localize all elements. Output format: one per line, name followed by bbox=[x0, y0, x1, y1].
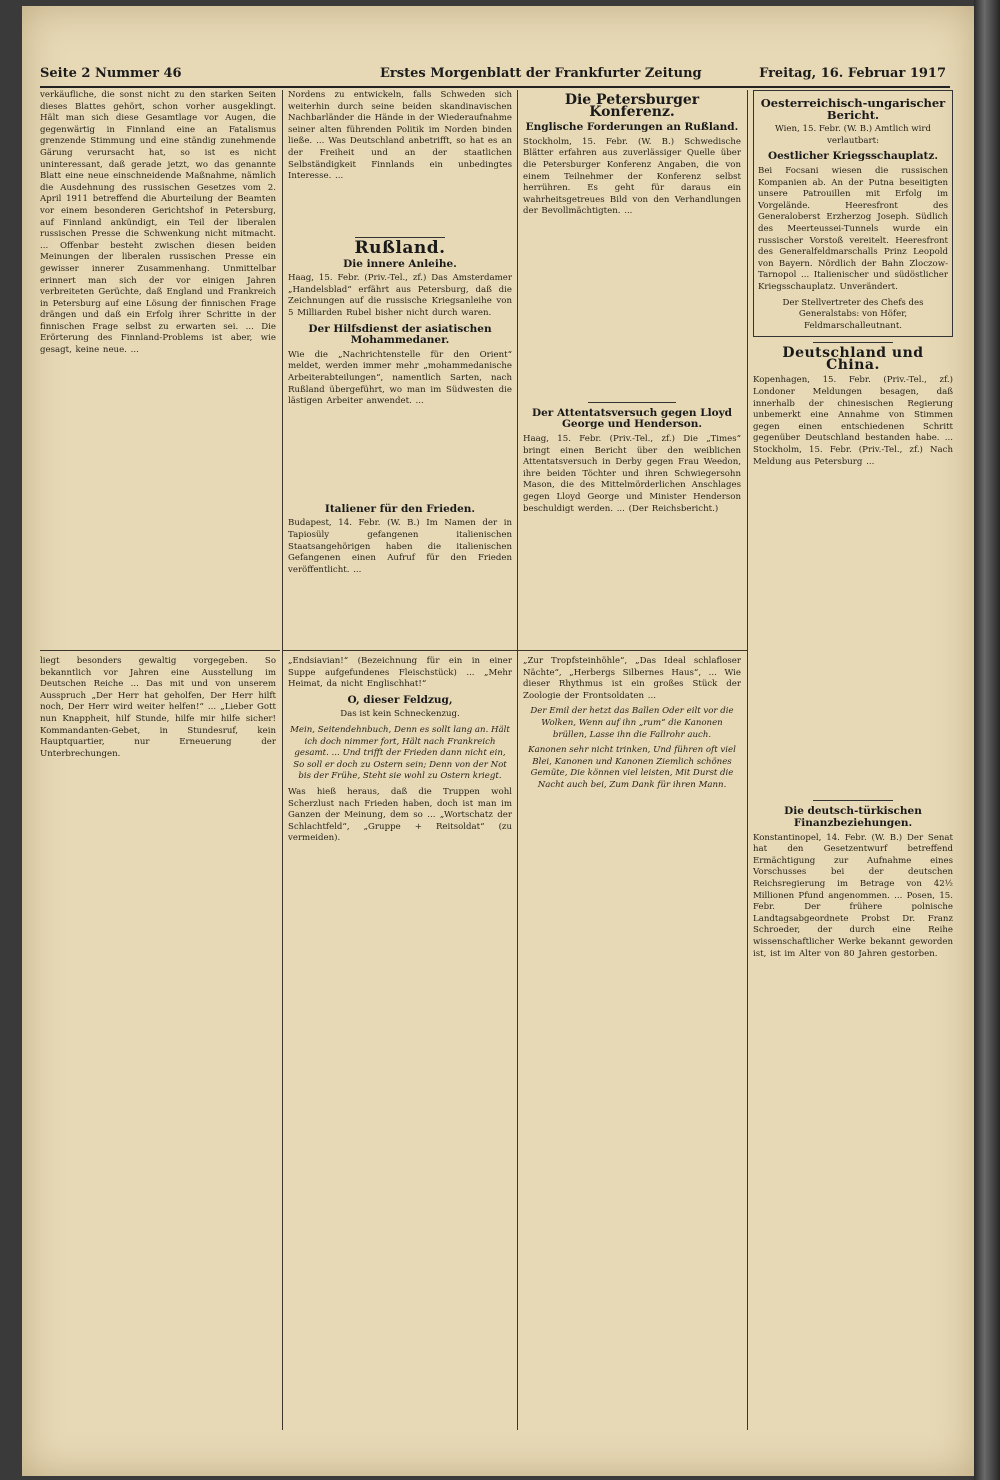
poem-text: Mein, Seitendehnbuch, Denn es sollt lang an. Hält ich doch nimmer fort, Hält nach Frankreich gesamt. ... Und trifft der Frieden dann nicht ein, So soll er doch zu Ostern sein; Denn von der Not bis der Frühe, Steht sie wohl zu Ostern kriegt. bbox=[290, 724, 510, 782]
feuilleton-body-3: „Zur Tropfsteinhöhle“, „Das Ideal schlafloser Nächte“, „Herbergs Silbernes Haus“, ... Wie dieser Rhythmus ist ein großes Stück der Zoologie der Frontsoldaten ... bbox=[523, 656, 741, 701]
article-schweden-body: Nordens zu entwickeln, falls Schweden sich weiterhin durch seine beiden skandinavischen Nachbarländer die Hände in der Wiederaufnahme seiner alten führenden Politik im Norden binden ließe. ... Was Deutschland anbetrifft, so hat es an der Freiheit und an der staatlichen Selbständigkeit Finnlands ein unbedingtes Interesse. ... bbox=[288, 90, 512, 182]
petersburg-heading: Die Petersburger Konferenz. bbox=[564, 92, 700, 120]
newspaper-page bbox=[22, 6, 974, 1476]
lower-column-1 bbox=[40, 656, 276, 1426]
column-rule bbox=[282, 650, 283, 1430]
column-rule bbox=[517, 90, 518, 650]
feuilleton-body: liegt besonders gewaltig vorgegeben. So bekanntlich vor Jahren eine Ausstellung im Deutschen Reiche ... Das mit und von unserem Ausspruch „Der Herr hat geholfen, Der Herr hilft noch, Der Herr wird weiter helfen!“ ... „Lieber Gott nun Knappheit, hilf Stunde, hilfe mir hilfe sicher! Kommandanten-Gebet, in Stundesruf, kein Hauptquartier, nur Erneuerung der Unterbrechungen. bbox=[40, 656, 276, 759]
divider bbox=[813, 800, 893, 801]
mohammedaner-body: Wie die „Nachrichtenstelle für den Orient“ meldet, werden immer mehr „mohammedanische Arbeiterabteilungen“, namentlich Sarten, nach Rußland übergeführt, wo man im Südwesten die lästigen Arbeiter anwendet. ... bbox=[288, 349, 512, 407]
page-edge bbox=[974, 0, 1000, 1480]
newspaper-title: Erstes Morgenblatt der Frankfurter Zeitung bbox=[380, 66, 702, 81]
section-rule bbox=[40, 650, 280, 651]
column-rule bbox=[517, 650, 518, 1430]
tuerk-heading: Die deutsch-türkischen Finanzbeziehungen. bbox=[784, 805, 922, 830]
page-number: Seite 2 Nummer 46 bbox=[40, 66, 182, 81]
russland-subheading: Die innere Anleihe. bbox=[343, 257, 457, 270]
italiener-heading: Italiener für den Frieden. bbox=[324, 502, 476, 515]
issue-date: Freitag, 16. Februar 1917 bbox=[759, 66, 946, 81]
bericht-box bbox=[753, 90, 953, 337]
mohammedaner-heading: Der Hilfsdienst der asiatischen Mohammedaner. bbox=[308, 322, 492, 347]
attentat-body: Haag, 15. Febr. (Priv.-Tel., zf.) Die „Times“ bringt einen Bericht über den weiblichen Attentatsversuch in Derby gegen Frau Weedon, ihre beiden Töchter und ihren Schwiegersohn Mason, die des Mittelmörderlichen Anschlages gegen Lloyd George und Minister Henderson beschuldigt werden. ... (Der Reichsbericht.) bbox=[523, 433, 741, 514]
tuerk-body: Konstantinopel, 14. Febr. (W. B.) Der Senat hat den Gesetzentwurf betreffend Ermächtigung zur Aufnahme eines Vorschusses bei der deutschen Reichsregierung im Betrage von 42½ Millionen Pfund angenommen. ... Posen, 15. Febr. Der frühere polnische Landtagsabgeordnete Probst Dr. Franz Schroeder, der durch eine Reihe wissenschaftlicher Werke bekannt geworden ist, ist im Alter von 80 Jahren gestorben. bbox=[753, 832, 953, 959]
divider bbox=[813, 342, 893, 343]
article-finnland-body: verkäufliche, die sonst nicht zu den starken Seiten dieses Blattes gehört, schon vorher ausgeklingt. Hält man sich diese Gesamtlage vor Augen, die gegenwärtig in Finnland eine an Fatalismus grenzende Stimmung und eine ständig zunehmende Gärung verursacht hat, so ist es nicht uninteressant, daß gerade jetzt, wo das genannte Blatt eine neue einschneidende Maßnahme, nämlich die Ausdehnung des russischen Gesetzes vom 2. April 1911 betreffend die Aburteilung der Beamten vor einem besonderen Gerichtshof in Petersburg, auf Finnland ankündigt, ein Teil der liberalen russischen Presse die Schwenkung nicht mitmacht. ... Offenbar besteht zwischen diesen beiden Meinungen der liberalen russischen Presse ein gewisser innerer Zusammenhang. Unmittelbar erinnert man sich der vor einigen Jahren verbreiteten Gerüchte, daß England und Frankreich in Petersburg auf eine Lösung der finnischen Frage drängen und daß ein Erfolg ihrer Schritte in der finnischen Frage selbst zu erwarten sei. ... Die Erörterung des Finnland-Problems ist aber, wie gesagt, keine neue. ... bbox=[40, 90, 276, 356]
petersburg-subheading: Englische Forderungen an Rußland. bbox=[525, 121, 739, 134]
poem-emil: Der Emil der hetzt das Ballen Oder eilt vor die Wolken, Wenn auf ihn „rum“ die Kanonen brüllen, Lasse ihn die Fallrohr auch. bbox=[530, 706, 734, 740]
divider bbox=[588, 402, 675, 403]
feuilleton-outro: Was hieß heraus, daß die Truppen wohl Scherzlust nach Frieden haben, doch ist man im Ganzen der Meinung, dem so ... „Wortschatz der Schlachtfeld“, „Gruppe + Reitsoldat“ (zu vermeiden). bbox=[288, 786, 512, 844]
column-1 bbox=[40, 90, 276, 646]
russland-body: Haag, 15. Febr. (Priv.-Tel., zf.) Das Amsterdamer „Handelsblad“ erfährt aus Petersburg, daß die Zeichnungen auf die russische Kriegsanleihe von 5 Milliarden Rubel bisher nicht durch waren. bbox=[288, 273, 512, 318]
lower-column-3 bbox=[523, 656, 741, 1426]
italiener-body: Budapest, 14. Febr. (W. B.) Im Namen der in Tapiosüly gefangenen italienischen Staatsangehörigen haben die italienischen Gefangenen einen Aufruf für den Frieden veröffentlicht. ... bbox=[288, 518, 512, 575]
bericht-heading: Oesterreichisch-ungarischer Bericht. bbox=[760, 96, 946, 122]
feuilleton-intro: „Endsiavian!“ (Bezeichnung für ein in einer Suppe aufgefundenes Fleischstück) ... „Mehr Heimat, da nicht Englischhat!“ bbox=[288, 656, 512, 690]
column-2 bbox=[288, 90, 512, 646]
column-rule bbox=[747, 90, 748, 1430]
china-body: Kopenhagen, 15. Febr. (Priv.-Tel., zf.) Londoner Meldungen besagen, daß innerhalb der chinesischen Regierung unbemerkt eine Annahme von Stimmen gegen einen entschiedenen Schritt gegenüber Deutschland bestanden habe. ... Stockholm, 15. Febr. (Priv.-Tel., zf.) Nach Meldung aus Petersburg ... bbox=[753, 375, 953, 467]
poem-title: O, dieser Feldzug, bbox=[347, 693, 453, 706]
attentat-heading: Der Attentatsversuch gegen Lloyd George und Henderson. bbox=[531, 406, 733, 431]
russland-heading: Rußland. bbox=[354, 238, 446, 258]
poem-kanonen: Kanonen sehr nicht trinken, Und führen oft viel Blei, Kanonen und Kanonen Ziemlich schönes Gemüte, Die können viel leisten, Mit Durst die Nacht auch bei, Zum Dank für ihren Mann. bbox=[528, 745, 736, 790]
lower-column-2 bbox=[288, 656, 512, 1426]
column-rule bbox=[282, 90, 283, 650]
bericht-subheading: Oestlicher Kriegsschauplatz. bbox=[767, 150, 939, 163]
poem-subtitle: Das ist kein Schneckenzug. bbox=[340, 709, 460, 720]
column-3 bbox=[523, 90, 741, 646]
bericht-dateline: Wien, 15. Febr. (W. B.) Amtlich wird verlautbart: bbox=[775, 124, 931, 146]
page-header bbox=[40, 64, 950, 88]
petersburg-body: Stockholm, 15. Febr. (W. B.) Schwedische Blätter erfahren aus zuverlässiger Quelle über die Petersburger Konferenz Angaben, die von einem Teilnehmer der Konferenz selbst herrühren. Es geht für daraus ein wahrheitsgetreues Bild von den Verhandlungen der Bevollmächtigten. ... bbox=[523, 136, 741, 217]
china-heading: Deutschland und China. bbox=[782, 345, 924, 373]
bericht-signature: Der Stellvertreter des Chefs des Generalstabs: von Höfer, Feldmarschalleutnant. bbox=[782, 297, 924, 331]
column-4 bbox=[753, 90, 953, 1430]
bericht-body: Bei Focsani wiesen die russischen Kompanien ab. An der Putna beseitigten unsere Patrouillen mit Erfolg im Vorgelände. Heeresfront des Generaloberst Erzherzog Joseph. Südlich des Meerteussei-Tunnels wurde ein russischer Vorstoß vereitelt. Heeresfront des Generalfeldmarschalls Prinz Leopold von Bayern. Nördlich der Bahn Zloczow-Tarnopol ... Italienischer und südöstlicher Kriegsschauplatz. Unverändert. bbox=[758, 165, 948, 292]
section-rule bbox=[282, 650, 747, 651]
